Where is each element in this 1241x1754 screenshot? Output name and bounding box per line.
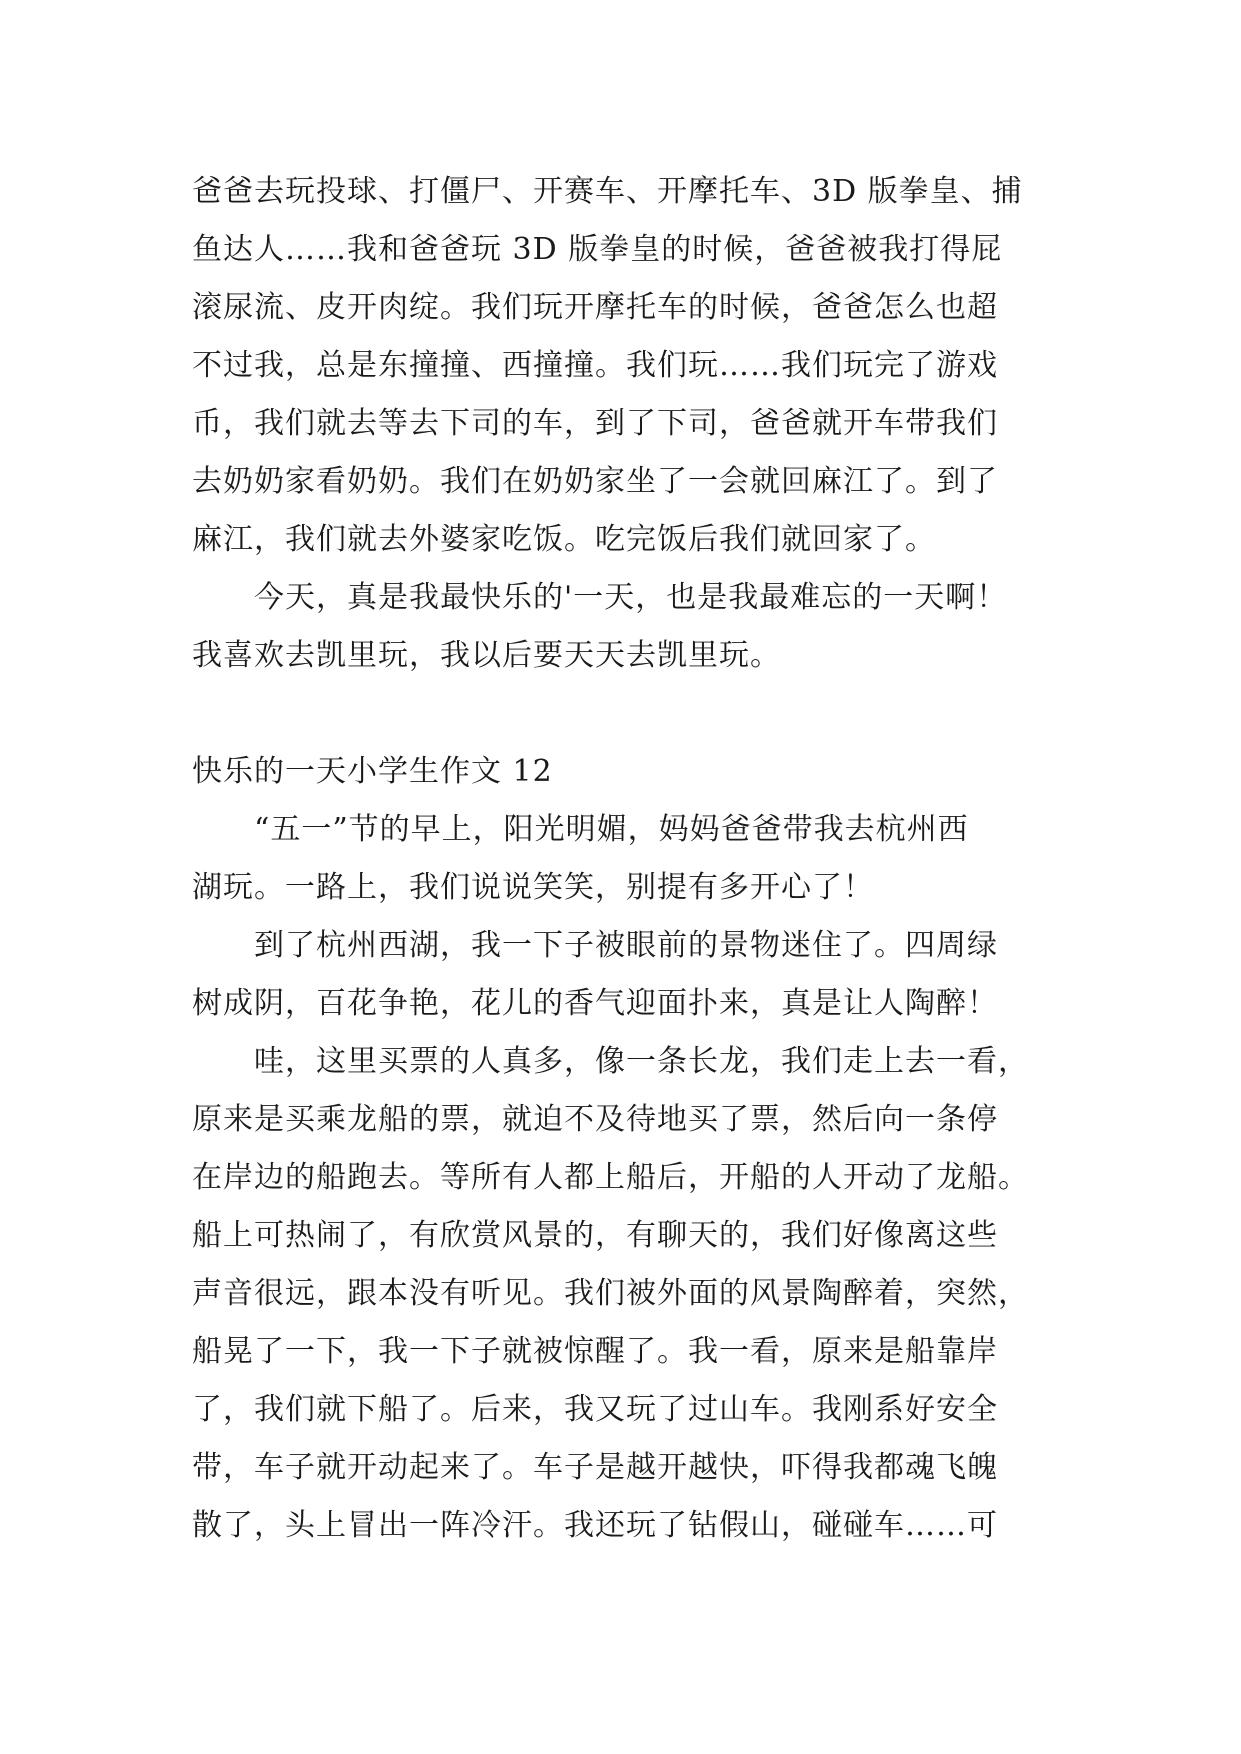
text-line: 爸爸去玩投球、打僵尸、开赛车、开摩托车、3D 版拳皇、捕 [192, 174, 1023, 209]
text-line: 币，我们就去等去下司的车，到了下司，爸爸就开车带我们 [192, 406, 998, 441]
text-line: 在岸边的船跑去。等所有人都上船后，开船的人开动了龙船。 [192, 1160, 1029, 1195]
text-line: 去奶奶家看奶奶。我们在奶奶家坐了一会就回麻江了。到了 [192, 464, 998, 499]
text-line: 带，车子就开动起来了。车子是越开越快，吓得我都魂飞魄 [192, 1450, 998, 1485]
text-line: 今天，真是我最快乐的'一天，也是我最难忘的一天啊！ [254, 580, 1008, 615]
document-body [192, 163, 1052, 1555]
paragraph-intro [192, 801, 1052, 917]
text-line: 声音很远，跟本没有听见。我们被外面的风景陶醉着，突然， [192, 1276, 1029, 1311]
paragraph-activities [192, 1033, 1052, 1555]
text-line: 树成阴，百花争艳，花儿的香气迎面扑来，真是让人陶醉！ [192, 986, 998, 1021]
paragraph-continuation [192, 163, 1052, 569]
text-line: 滚尿流、皮开肉绽。我们玩开摩托车的时候，爸爸怎么也超 [192, 290, 998, 325]
text-line: “五一”节的早上，阳光明媚，妈妈爸爸带我去杭州西 [254, 812, 969, 847]
paragraph-conclusion [192, 569, 1052, 685]
text-line: 散了，头上冒出一阵冷汗。我还玩了钻假山，碰碰车……可 [192, 1508, 998, 1543]
text-line: 船晃了一下，我一下子就被惊醒了。我一看，原来是船靠岸 [192, 1334, 998, 1369]
paragraph-scenery [192, 917, 1052, 1033]
text-line: 麻江，我们就去外婆家吃饭。吃完饭后我们就回家了。 [192, 522, 936, 557]
text-line: 哇，这里买票的人真多，像一条长龙，我们走上去一看， [254, 1044, 1029, 1079]
text-line: 到了杭州西湖，我一下子被眼前的景物迷住了。四周绿 [254, 928, 998, 963]
text-line: 了，我们就下船了。后来，我又玩了过山车。我刚系好安全 [192, 1392, 998, 1427]
text-line: 湖玩。一路上，我们说说笑笑，别提有多开心了！ [192, 870, 874, 905]
text-line: 船上可热闹了，有欣赏风景的，有聊天的，我们好像离这些 [192, 1218, 998, 1253]
essay-title: 快乐的一天小学生作文 12 [192, 754, 553, 789]
text-line: 鱼达人……我和爸爸玩 3D 版拳皇的时候，爸爸被我打得屁 [192, 232, 1003, 267]
text-line: 我喜欢去凯里玩，我以后要天天去凯里玩。 [192, 638, 781, 673]
section-gap [192, 685, 1052, 743]
text-line: 不过我，总是东撞撞、西撞撞。我们玩……我们玩完了游戏 [192, 348, 998, 383]
text-line: 原来是买乘龙船的票，就迫不及待地买了票，然后向一条停 [192, 1102, 998, 1137]
